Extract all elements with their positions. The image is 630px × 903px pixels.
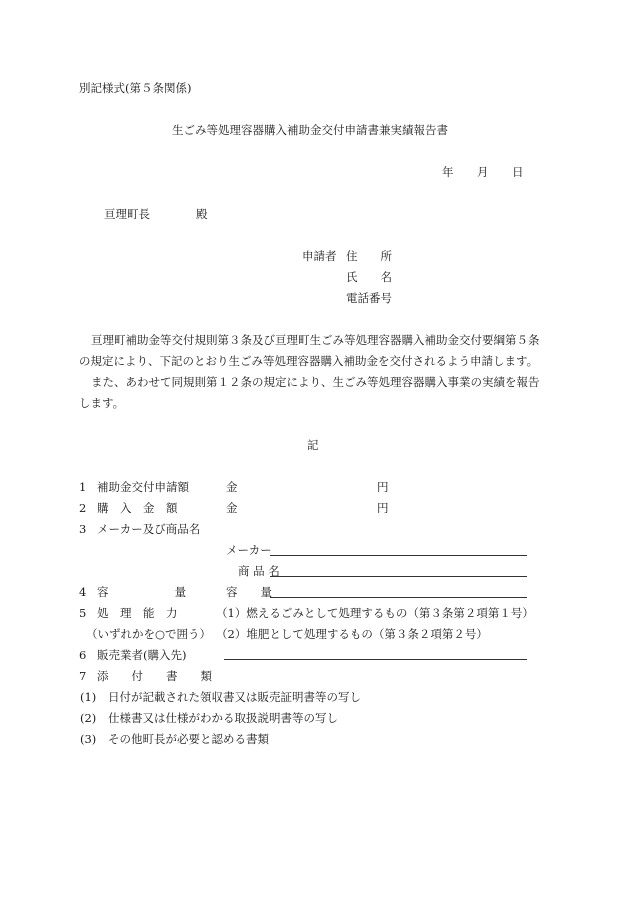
item-number: 1 bbox=[79, 480, 87, 494]
amount-unit: 円 bbox=[377, 480, 389, 494]
date-month: 月 bbox=[477, 165, 489, 179]
attachment-number: (2) bbox=[80, 711, 97, 725]
attachment-number: (3) bbox=[80, 732, 97, 746]
body-paragraph-line: します。 bbox=[79, 396, 125, 410]
item-number: 7 bbox=[79, 669, 87, 683]
form-reference: 別記様式(第５条関係) bbox=[79, 81, 192, 95]
item-number: 6 bbox=[79, 648, 87, 662]
processing-note: （いずれかを○で囲う） bbox=[86, 627, 212, 641]
product-label: 商 品 名 bbox=[238, 564, 280, 578]
attachment-text: 仕様書又は仕様がわかる取扱説明書等の写し bbox=[108, 711, 338, 725]
vendor-underline bbox=[224, 659, 527, 660]
body-paragraph-line: の規定により、下記のとおり生ごみ等処理容器購入補助金を交付されるよう申請します。 bbox=[79, 354, 539, 368]
item-label: 購 入 金 額 bbox=[97, 501, 178, 515]
addressee-name: 亘理町長 bbox=[104, 207, 150, 221]
document-title: 生ごみ等処理容器購入補助金交付申請書兼実績報告書 bbox=[172, 123, 448, 137]
amount-prefix: 金 bbox=[226, 501, 238, 515]
attachment-text: その他町長が必要と認める書類 bbox=[108, 732, 269, 746]
date-year: 年 bbox=[442, 165, 454, 179]
attachment-text: 日付が記載された領収書又は販売証明書等の写し bbox=[108, 690, 361, 704]
item-label: 処 理 能 力 bbox=[97, 606, 178, 620]
applicant-address-label: 住 所 bbox=[346, 249, 392, 263]
item-label: 添 付 書 類 bbox=[97, 669, 212, 683]
capacity-label: 容 量 bbox=[226, 585, 272, 599]
processing-option-1: （1）燃えるごみとして処理するもの（第３条第２項第１号） bbox=[216, 606, 534, 620]
addressee-honorific: 殿 bbox=[196, 207, 208, 221]
body-paragraph-line: また、あわせて同規則第１２条の規定により、生ごみ等処理容器購入事業の実績を報告 bbox=[91, 375, 540, 389]
amount-prefix: 金 bbox=[226, 480, 238, 494]
applicant-name-label: 氏 名 bbox=[346, 270, 392, 284]
amount-unit: 円 bbox=[377, 501, 389, 515]
date-day: 日 bbox=[512, 165, 524, 179]
maker-underline bbox=[270, 555, 527, 556]
applicant-label: 申請者 bbox=[302, 249, 337, 263]
item-number: 4 bbox=[79, 585, 87, 599]
applicant-phone-label: 電話番号 bbox=[346, 291, 392, 305]
item-label: メーカー及び商品名 bbox=[97, 522, 201, 536]
attachment-number: (1) bbox=[80, 690, 97, 704]
maker-label: メーカー bbox=[226, 543, 272, 557]
item-label: 補助金交付申請額 bbox=[97, 480, 189, 494]
item-label: 容 量 bbox=[97, 585, 191, 599]
processing-option-2: （2）堆肥として処理するもの（第３条２項第２号） bbox=[216, 627, 488, 641]
body-paragraph-line: 亘理町補助金等交付規則第３条及び亘理町生ごみ等処理容器購入補助金交付要綱第５条 bbox=[91, 333, 540, 347]
product-underline bbox=[270, 576, 527, 577]
item-number: 2 bbox=[79, 501, 87, 515]
ki-heading: 記 bbox=[307, 438, 319, 452]
item-number: 3 bbox=[79, 522, 87, 536]
capacity-underline bbox=[270, 597, 527, 598]
item-label: 販売業者(購入先) bbox=[97, 648, 187, 662]
item-number: 5 bbox=[79, 606, 87, 620]
